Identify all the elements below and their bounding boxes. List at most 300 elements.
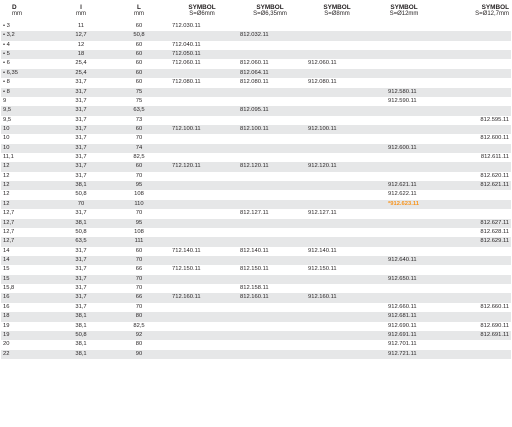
- cell-symbol-s12: 912.701.11: [388, 341, 417, 348]
- cell-l-small: 50,8: [75, 228, 87, 235]
- cell-l-small: 31,7: [75, 247, 87, 254]
- cell-l-total: 60: [135, 60, 143, 67]
- cell-symbol-s12: 912.640.11: [370, 256, 438, 265]
- cell-symbol-s635: [236, 228, 304, 237]
- cell-l-total: 70: [135, 135, 143, 142]
- cell-d: 14: [3, 247, 10, 254]
- header-l-small: l mm: [76, 4, 86, 17]
- cell-symbol-s635: [236, 340, 304, 349]
- cell-symbol-s12: *912.623.11: [370, 200, 438, 209]
- cell-symbol-s635: [236, 22, 304, 31]
- cell-symbol-s635: 812.160.11: [236, 293, 304, 302]
- cell-symbol-s635: [236, 350, 304, 359]
- cell-symbol-s635: [236, 97, 304, 106]
- table-header: [1, 3, 511, 22]
- cell-l-small: 38,1: [52, 312, 110, 321]
- cell-symbol-s12: [370, 153, 438, 162]
- cell-symbol-s6: 712.080.11: [172, 79, 201, 86]
- cell-symbol-s8: 912.160.11: [304, 293, 370, 302]
- table-row: [1, 69, 511, 78]
- cell-symbol-s635: 812.032.11: [236, 31, 304, 40]
- cell-symbol-s6: [168, 322, 236, 331]
- header-l-total: L mm: [134, 4, 144, 17]
- cell-symbol-s12: [370, 50, 438, 59]
- cell-symbol-s6: [168, 200, 236, 209]
- cell-symbol-s127: 812.600.11: [480, 135, 509, 142]
- cell-l-total: 73: [135, 116, 143, 123]
- cell-l-total: 80: [135, 341, 143, 348]
- cell-symbol-s6: [168, 209, 236, 218]
- cell-d: 15: [1, 275, 52, 284]
- table-row: [1, 97, 511, 106]
- cell-symbol-s8: [304, 322, 370, 331]
- cell-symbol-s12: 912.600.11: [370, 144, 438, 153]
- cell-d: 15: [3, 266, 10, 273]
- cell-symbol-s635: 812.080.11: [240, 79, 269, 86]
- cell-l-small: 18: [52, 50, 110, 59]
- cell-symbol-s6: 712.160.11: [168, 293, 236, 302]
- cell-l-small: 31,7: [75, 303, 87, 310]
- cell-symbol-s127: 812.595.11: [480, 116, 509, 123]
- cell-symbol-s635: 812.140.11: [240, 247, 269, 254]
- cell-symbol-s635: 812.158.11: [240, 285, 269, 292]
- cell-symbol-s6: [168, 237, 236, 246]
- table-row: [1, 22, 511, 31]
- cell-l-total: 95: [110, 181, 168, 190]
- cell-l-total: 70: [110, 256, 168, 265]
- cell-l-small: 31,7: [75, 116, 87, 123]
- cell-d: 16: [1, 293, 52, 302]
- cell-symbol-s8: [304, 303, 370, 312]
- cell-symbol-s127: [438, 350, 511, 359]
- cell-symbol-s12: 912.580.11: [370, 88, 438, 97]
- cell-symbol-s6: [168, 312, 236, 321]
- table-row: [1, 116, 511, 125]
- cell-symbol-s6: [168, 31, 236, 40]
- cell-symbol-s8: [304, 228, 370, 237]
- cell-l-total: 70: [135, 210, 143, 217]
- cell-l-total: 74: [110, 144, 168, 153]
- table-row: [1, 200, 511, 209]
- cell-l-small: 12,7: [52, 31, 110, 40]
- cell-symbol-s127: [438, 190, 511, 199]
- cell-symbol-s635: 812.095.11: [236, 106, 304, 115]
- table-row: [1, 209, 511, 218]
- cell-l-total: 60: [135, 247, 143, 254]
- cell-symbol-s635: [236, 312, 304, 321]
- cell-l-total: 60: [110, 125, 168, 134]
- cell-d: 12: [3, 191, 10, 198]
- cell-l-small: 31,7: [52, 106, 110, 115]
- cell-symbol-s127: [438, 78, 511, 87]
- cell-symbol-s8: [304, 172, 370, 181]
- cell-d: 9: [3, 97, 7, 104]
- table-row: [1, 312, 511, 321]
- cell-symbol-s8: 912.150.11: [308, 266, 337, 273]
- cell-symbol-s12: 912.650.11: [370, 275, 438, 284]
- cell-symbol-s6: [168, 88, 236, 97]
- cell-d: • 4: [3, 41, 10, 48]
- cell-l-small: 31,7: [52, 275, 110, 284]
- cell-symbol-s6: [168, 106, 236, 115]
- table-row: [1, 275, 511, 284]
- cell-l-total: 75: [110, 88, 168, 97]
- cell-l-total: 60: [135, 41, 143, 48]
- cell-l-small: 25,4: [52, 69, 110, 78]
- cell-symbol-s12: [370, 219, 438, 228]
- table-row: [1, 265, 511, 274]
- cell-symbol-s127: 812.629.11: [438, 237, 511, 246]
- cell-symbol-s12: [370, 293, 438, 302]
- cell-symbol-s635: [236, 200, 304, 209]
- cell-d: 20: [3, 341, 10, 348]
- table-body: [1, 22, 511, 359]
- cell-l-small: 31,7: [52, 256, 110, 265]
- cell-symbol-s127: 812.620.11: [480, 172, 509, 179]
- cell-d: 18: [1, 312, 52, 321]
- cell-symbol-s6: [168, 69, 236, 78]
- cell-l-small: 31,7: [52, 293, 110, 302]
- table-row: [1, 284, 511, 293]
- cell-symbol-s6: [168, 97, 236, 106]
- cell-symbol-s127: [438, 293, 511, 302]
- cell-symbol-s8: [304, 22, 370, 31]
- cell-l-small: 31,7: [52, 144, 110, 153]
- table-row: [1, 322, 511, 331]
- cell-symbol-s8: [304, 69, 370, 78]
- cell-symbol-s12: [370, 172, 438, 181]
- cell-d: 11,1: [3, 154, 14, 161]
- cell-symbol-s635: [236, 275, 304, 284]
- cell-symbol-s8: [304, 219, 370, 228]
- cell-symbol-s6: [168, 331, 236, 340]
- cell-symbol-s12: [370, 106, 438, 115]
- cell-symbol-s8: 912.127.11: [308, 210, 337, 217]
- cell-symbol-s127: 812.660.11: [480, 303, 509, 310]
- cell-symbol-s127: [438, 88, 511, 97]
- cell-d: • 6,35: [1, 69, 52, 78]
- cell-d: 19: [1, 331, 52, 340]
- cell-d: 12: [1, 181, 52, 190]
- cell-l-small: 31,7: [52, 162, 110, 171]
- cell-d: 12,7: [3, 210, 15, 217]
- header-d: D mm: [12, 4, 22, 17]
- table-row: [1, 350, 511, 359]
- table-row: [1, 247, 511, 256]
- product-table-wrapper: [1, 3, 511, 359]
- cell-symbol-s12: 912.690.11: [388, 322, 417, 329]
- cell-symbol-s12: [370, 125, 438, 134]
- cell-symbol-s8: [304, 181, 370, 190]
- cell-symbol-s8: [304, 190, 370, 199]
- cell-symbol-s635: [236, 50, 304, 59]
- table-row: [1, 144, 511, 153]
- cell-symbol-s12: [370, 284, 438, 293]
- header-symbol-s127: SYMBOL S=Ø12,7mm: [475, 4, 509, 17]
- cell-symbol-s635: [236, 219, 304, 228]
- cell-symbol-s8: 912.120.11: [304, 162, 370, 171]
- cell-d: 12: [1, 162, 52, 171]
- cell-symbol-s635: 812.120.11: [236, 162, 304, 171]
- table-row: [1, 293, 511, 302]
- cell-d: 14: [1, 256, 52, 265]
- cell-symbol-s8: [304, 312, 370, 321]
- cell-d: 12,7: [1, 219, 52, 228]
- cell-symbol-s8: 912.080.11: [308, 79, 337, 86]
- cell-symbol-s127: [438, 275, 511, 284]
- cell-l-small: 31,7: [75, 154, 87, 161]
- cell-symbol-s635: [236, 190, 304, 199]
- cell-l-small: 11: [77, 23, 85, 29]
- cell-d: 12,7: [3, 228, 15, 235]
- cell-symbol-s12: [370, 31, 438, 40]
- cell-symbol-s6: [168, 350, 236, 359]
- cell-l-small: 31,7: [75, 210, 87, 217]
- cell-d: 10: [1, 125, 52, 134]
- cell-symbol-s8: [304, 50, 370, 59]
- cell-l-total: 66: [135, 266, 143, 273]
- cell-l-small: 38,1: [52, 350, 110, 359]
- cell-d: 16: [3, 303, 10, 310]
- cell-symbol-s12: [370, 78, 438, 87]
- cell-symbol-s127: [438, 340, 511, 349]
- cell-symbol-s127: [438, 41, 511, 50]
- cell-symbol-s8: [304, 88, 370, 97]
- cell-l-small: 31,7: [75, 135, 87, 142]
- table-row: [1, 219, 511, 228]
- cell-d: 10: [1, 144, 52, 153]
- cell-symbol-s635: 812.127.11: [240, 210, 269, 217]
- cell-symbol-s127: [438, 144, 511, 153]
- cell-symbol-s8: [304, 350, 370, 359]
- cell-symbol-s6: [168, 153, 236, 162]
- cell-l-small: 25,4: [75, 60, 87, 67]
- table-row: [1, 181, 511, 190]
- cell-symbol-s635: 812.100.11: [236, 125, 304, 134]
- cell-symbol-s127: [438, 125, 511, 134]
- cell-symbol-s8: [304, 331, 370, 340]
- cell-symbol-s12: 912.691.11: [370, 331, 438, 340]
- table-row: [1, 41, 511, 50]
- cell-symbol-s127: [438, 312, 511, 321]
- cell-symbol-s6: 712.140.11: [172, 247, 201, 254]
- cell-symbol-s127: [438, 256, 511, 265]
- cell-symbol-s8: 912.060.11: [308, 60, 337, 67]
- cell-l-small: 31,7: [52, 125, 110, 134]
- table-row: [1, 256, 511, 265]
- table-row: [1, 88, 511, 97]
- cell-symbol-s635: [236, 331, 304, 340]
- table-row: [1, 162, 511, 171]
- table-row: [1, 31, 511, 40]
- cell-d: • 6: [3, 60, 10, 67]
- cell-l-total: 66: [110, 293, 168, 302]
- cell-d: • 3,2: [1, 31, 52, 40]
- cell-symbol-s12: [370, 265, 438, 274]
- header-row: [1, 3, 511, 22]
- cell-symbol-s12: [370, 116, 438, 125]
- cell-symbol-s6: 712.030.11: [172, 23, 201, 29]
- cell-symbol-s12: [370, 209, 438, 218]
- cell-symbol-s6: [168, 190, 236, 199]
- cell-l-total: 63,5: [110, 106, 168, 115]
- cell-symbol-s12: [370, 247, 438, 256]
- cell-symbol-s12: 912.721.11: [370, 350, 438, 359]
- table-row: [1, 172, 511, 181]
- cell-symbol-s8: [304, 284, 370, 293]
- cell-l-total: 60: [135, 23, 143, 29]
- cell-symbol-s6: [168, 340, 236, 349]
- cell-symbol-s6: [168, 303, 236, 312]
- cell-l-small: 31,7: [75, 97, 87, 104]
- cell-symbol-s8: [304, 31, 370, 40]
- cell-l-total: 60: [110, 50, 168, 59]
- cell-l-small: 38,1: [75, 322, 87, 329]
- cell-symbol-s127: 812.691.11: [438, 331, 511, 340]
- cell-symbol-s8: 912.140.11: [308, 247, 337, 254]
- cell-symbol-s12: 912.621.11: [370, 181, 438, 190]
- cell-l-total: 82,5: [133, 154, 145, 161]
- cell-symbol-s635: [236, 237, 304, 246]
- cell-d: 22: [1, 350, 52, 359]
- cell-symbol-s8: [304, 134, 370, 143]
- table-row: [1, 106, 511, 115]
- cell-symbol-s12: 912.622.11: [388, 191, 417, 198]
- cell-symbol-s6: 712.060.11: [172, 60, 201, 67]
- table-row: [1, 237, 511, 246]
- cell-l-small: 31,7: [75, 266, 87, 273]
- cell-symbol-s127: 812.690.11: [480, 322, 509, 329]
- cell-l-total: 60: [135, 79, 143, 86]
- cell-l-total: 110: [110, 200, 168, 209]
- cell-symbol-s635: [236, 134, 304, 143]
- table-row: [1, 303, 511, 312]
- cell-l-total: 75: [135, 97, 143, 104]
- cell-symbol-s6: 712.120.11: [168, 162, 236, 171]
- cell-l-total: 95: [110, 219, 168, 228]
- cell-symbol-s8: [304, 256, 370, 265]
- cell-l-total: 50,8: [110, 31, 168, 40]
- cell-l-total: 70: [135, 303, 143, 310]
- cell-l-total: 90: [110, 350, 168, 359]
- cell-l-total: 60: [110, 69, 168, 78]
- cell-d: 15,8: [3, 285, 15, 292]
- table-row: [1, 153, 511, 162]
- cell-l-total: 70: [110, 275, 168, 284]
- cell-l-small: 38,1: [52, 219, 110, 228]
- cell-l-small: 70: [52, 200, 110, 209]
- cell-l-small: 63,5: [52, 237, 110, 246]
- cell-l-small: 38,1: [75, 341, 87, 348]
- cell-symbol-s12: [370, 134, 438, 143]
- cell-symbol-s127: [438, 200, 511, 209]
- cell-symbol-s6: [168, 181, 236, 190]
- cell-symbol-s127: 812.611.11: [480, 154, 509, 161]
- cell-symbol-s127: [438, 31, 511, 40]
- cell-symbol-s127: 812.628.11: [480, 228, 509, 235]
- cell-l-total: 70: [135, 285, 143, 292]
- cell-symbol-s635: [236, 88, 304, 97]
- cell-symbol-s635: [236, 144, 304, 153]
- cell-l-small: 31,7: [75, 79, 87, 86]
- cell-symbol-s8: [304, 237, 370, 246]
- cell-symbol-s6: [168, 256, 236, 265]
- cell-l-total: 80: [110, 312, 168, 321]
- cell-l-small: 31,7: [75, 285, 87, 292]
- cell-symbol-s127: [438, 265, 511, 274]
- cell-symbol-s127: [438, 22, 511, 31]
- cell-symbol-s127: 812.627.11: [438, 219, 511, 228]
- table-row: [1, 228, 511, 237]
- cell-symbol-s12: [370, 162, 438, 171]
- cell-symbol-s127: [438, 59, 511, 68]
- cell-symbol-s12: [370, 59, 438, 68]
- cell-symbol-s8: [304, 153, 370, 162]
- table-row: [1, 78, 511, 87]
- cell-symbol-s127: [438, 247, 511, 256]
- cell-symbol-s635: [236, 256, 304, 265]
- cell-symbol-s6: 712.100.11: [168, 125, 236, 134]
- cell-symbol-s127: [438, 162, 511, 171]
- cell-symbol-s635: [236, 322, 304, 331]
- cell-d: • 5: [1, 50, 52, 59]
- cell-d: 10: [3, 135, 10, 142]
- cell-d: • 8: [3, 79, 10, 86]
- cell-symbol-s635: [236, 153, 304, 162]
- cell-d: • 8: [1, 88, 52, 97]
- cell-d: 9,5: [1, 106, 52, 115]
- cell-l-total: 60: [110, 162, 168, 171]
- cell-symbol-s8: [304, 340, 370, 349]
- header-symbol-s12: SYMBOL S=Ø12mm: [389, 4, 419, 17]
- table-row: [1, 59, 511, 68]
- cell-l-small: 50,8: [75, 191, 87, 198]
- cell-symbol-s12: [370, 228, 438, 237]
- cell-symbol-s8: [304, 116, 370, 125]
- cell-symbol-s635: [236, 303, 304, 312]
- cell-symbol-s12: [370, 237, 438, 246]
- cell-symbol-s127: [438, 106, 511, 115]
- cell-symbol-s12: [370, 22, 438, 31]
- cell-symbol-s12: 912.660.11: [388, 303, 417, 310]
- cell-d: 19: [3, 322, 10, 329]
- cell-symbol-s6: [168, 275, 236, 284]
- cell-symbol-s12: 912.590.11: [388, 97, 417, 104]
- cell-d: 12: [1, 200, 52, 209]
- cell-l-total: 70: [135, 172, 143, 179]
- cell-symbol-s6: [168, 284, 236, 293]
- cell-symbol-s12: [370, 41, 438, 50]
- cell-d: 12,7: [1, 237, 52, 246]
- cell-symbol-s8: [304, 106, 370, 115]
- cell-symbol-s6: 712.150.11: [172, 266, 201, 273]
- cell-symbol-s8: [304, 41, 370, 50]
- cell-symbol-s8: 912.100.11: [304, 125, 370, 134]
- cell-d: • 3: [3, 23, 10, 29]
- table-row: [1, 340, 511, 349]
- cell-l-total: 108: [134, 228, 144, 235]
- cell-symbol-s127: [438, 209, 511, 218]
- cell-symbol-s127: [438, 50, 511, 59]
- cell-symbol-s8: [304, 200, 370, 209]
- cell-l-small: 38,1: [52, 181, 110, 190]
- cell-l-small: 12: [77, 41, 85, 48]
- cell-symbol-s12: 912.681.11: [370, 312, 438, 321]
- cell-symbol-s127: [438, 284, 511, 293]
- cell-symbol-s127: [438, 69, 511, 78]
- cell-l-total: 82,5: [133, 322, 145, 329]
- cell-symbol-s8: [304, 97, 370, 106]
